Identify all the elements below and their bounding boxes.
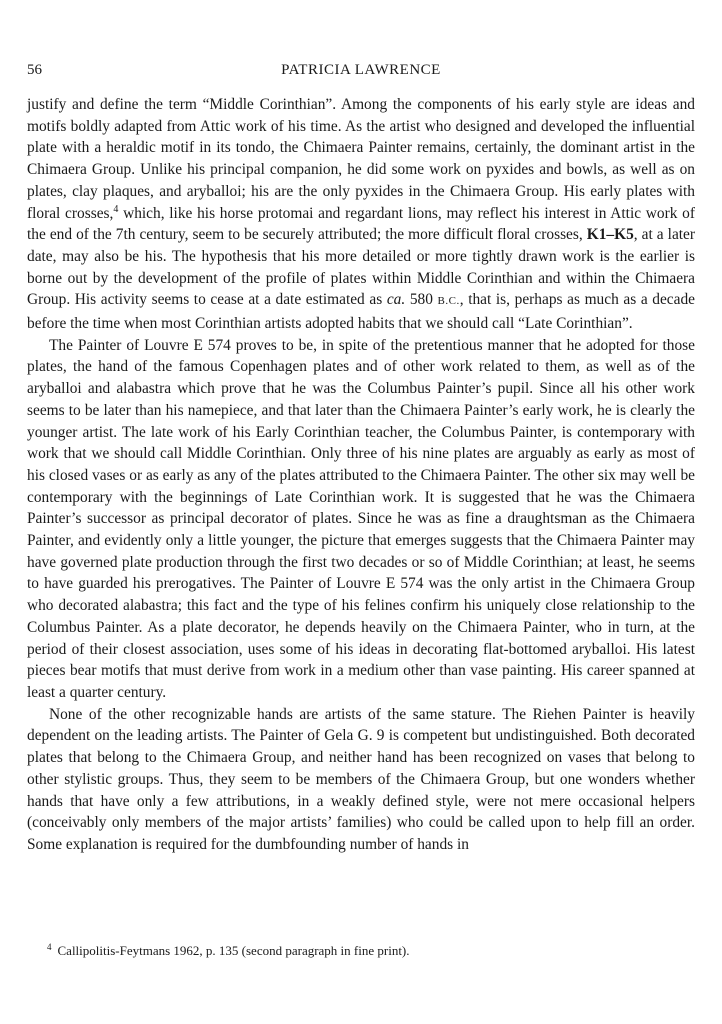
footnote-text: Callipolitis-Feytmans 1962, p. 135 (second paragraph in fine print). xyxy=(57,943,410,958)
bc-abbreviation: B.C. xyxy=(437,295,460,308)
footnote-reference: 4 xyxy=(113,203,119,215)
paragraph-1-text-a: justify and define the term “Middle Corinthian”. Among the components of his early style are ideas and motifs boldly adapted from Attic work of his time. As the artist who designed and developed the influential plate with a heraldic motif in its tondo, the Chimaera Painter remains, certainly, the dominant artist in the Chimaera Group. Unlike his principal companion, he did some work on pyxides and bowls, as well as on plates, clay plaques, and aryballoi; his are the only pyxides in the Chimaera Group. His early plates with floral crosses, xyxy=(27,96,695,222)
paragraph-1-text-c: , at a later date, may also be his. The hypothesis that his more detailed or more tightly drawn work is the earlier is borne out by the development of the profile of plates within Middle Corinthian and within the Chimaera Group. His activity seems to cease at a date estimated as xyxy=(27,226,696,309)
page-header xyxy=(27,62,695,88)
paragraph-3: None of the other recognizable hands are artists of the same stature. The Riehen Painter is heavily dependent on the leading artists. The Painter of Gela G. 9 is competent but undistinguished. Both decorated plates that belong to the Chimaera Group, and neither hand has been recognized on vases that belong to other stylistic groups. Thus, they seem to be members of the Chimaera Group, but one wonders whether hands that have only a few attributions, in a weakly defined style, were not mere occasional helpers (conceivably only members of the major artists’ families) who could be called upon to help fill an order. Some explanation is required for the dumbfounding number of hands in xyxy=(27,705,695,853)
body-text xyxy=(27,94,695,856)
circa-abbreviation: ca. xyxy=(386,291,406,309)
paragraph-1 xyxy=(27,94,695,335)
paragraph-1-text-e: , that is, perhaps as much as a decade before the time when most Corinthian artists adopted habits that we should call “Late Corinthian”. xyxy=(27,291,695,333)
footnote xyxy=(27,938,695,960)
paragraph-2: The Painter of Louvre E 574 proves to be, in spite of the pretentious manner that he adopted for those plates, the hand of the famous Copenhagen plates and of other work related to them, as well as of the aryballoi and alabastra which prove that he was the Columbus Painter’s pupil. Since all his other work seems to be later than his namepiece, and that later than the Chimaera Painter’s early work, he is clearly the younger artist. The late work of his Early Corinthian teacher, the Columbus Painter, is contemporary with work that we should call Middle Corinthian. Only three of his nine plates are arguably as early as most of his closed vases or as early as any of the plates attributed to the Chimaera Painter. The other six may well be contemporary with the beginnings of Late Corinthian work. It is suggested that he was the Chimaera Painter’s successor as principal decorator of plates. Since he was as fine a draughtsman as the Chimaera Painter, and evidently only a little younger, the picture that emerges suggests that the Chimaera Painter may have governed plate production through the first two decades or so of Middle Corinthian; at least, he seems to have guarded his prerogatives. The Painter of Louvre E 574 was the only artist in the Chimaera Group who decorated alabastra; this fact and the type of his felines confirm his uniquely close relationship to the Columbus Painter. As a plate decorator, he depends heavily on the Chimaera Painter, who in turn, at the period of their closest association, uses some of his ideas in decorating flat-bottomed aryballoi. His latest pieces bear motifs that must derive from work in a medium other than vase painting. His career spanned at least a quarter century. xyxy=(27,336,695,701)
running-head: PATRICIA LAWRENCE xyxy=(281,62,441,78)
page-number: 56 xyxy=(27,62,42,78)
paragraph-1-text-d: 580 xyxy=(405,291,438,309)
page xyxy=(27,62,696,958)
catalog-reference: K1–K5 xyxy=(586,226,634,244)
footnote-mark: 4 xyxy=(47,942,52,952)
paragraph-1-text-b: which, like his horse protomai and regardant lions, may reflect his interest in Attic work of the end of the 7th century, seem to be securely attributed; the more difficult floral crosses, xyxy=(27,204,695,244)
